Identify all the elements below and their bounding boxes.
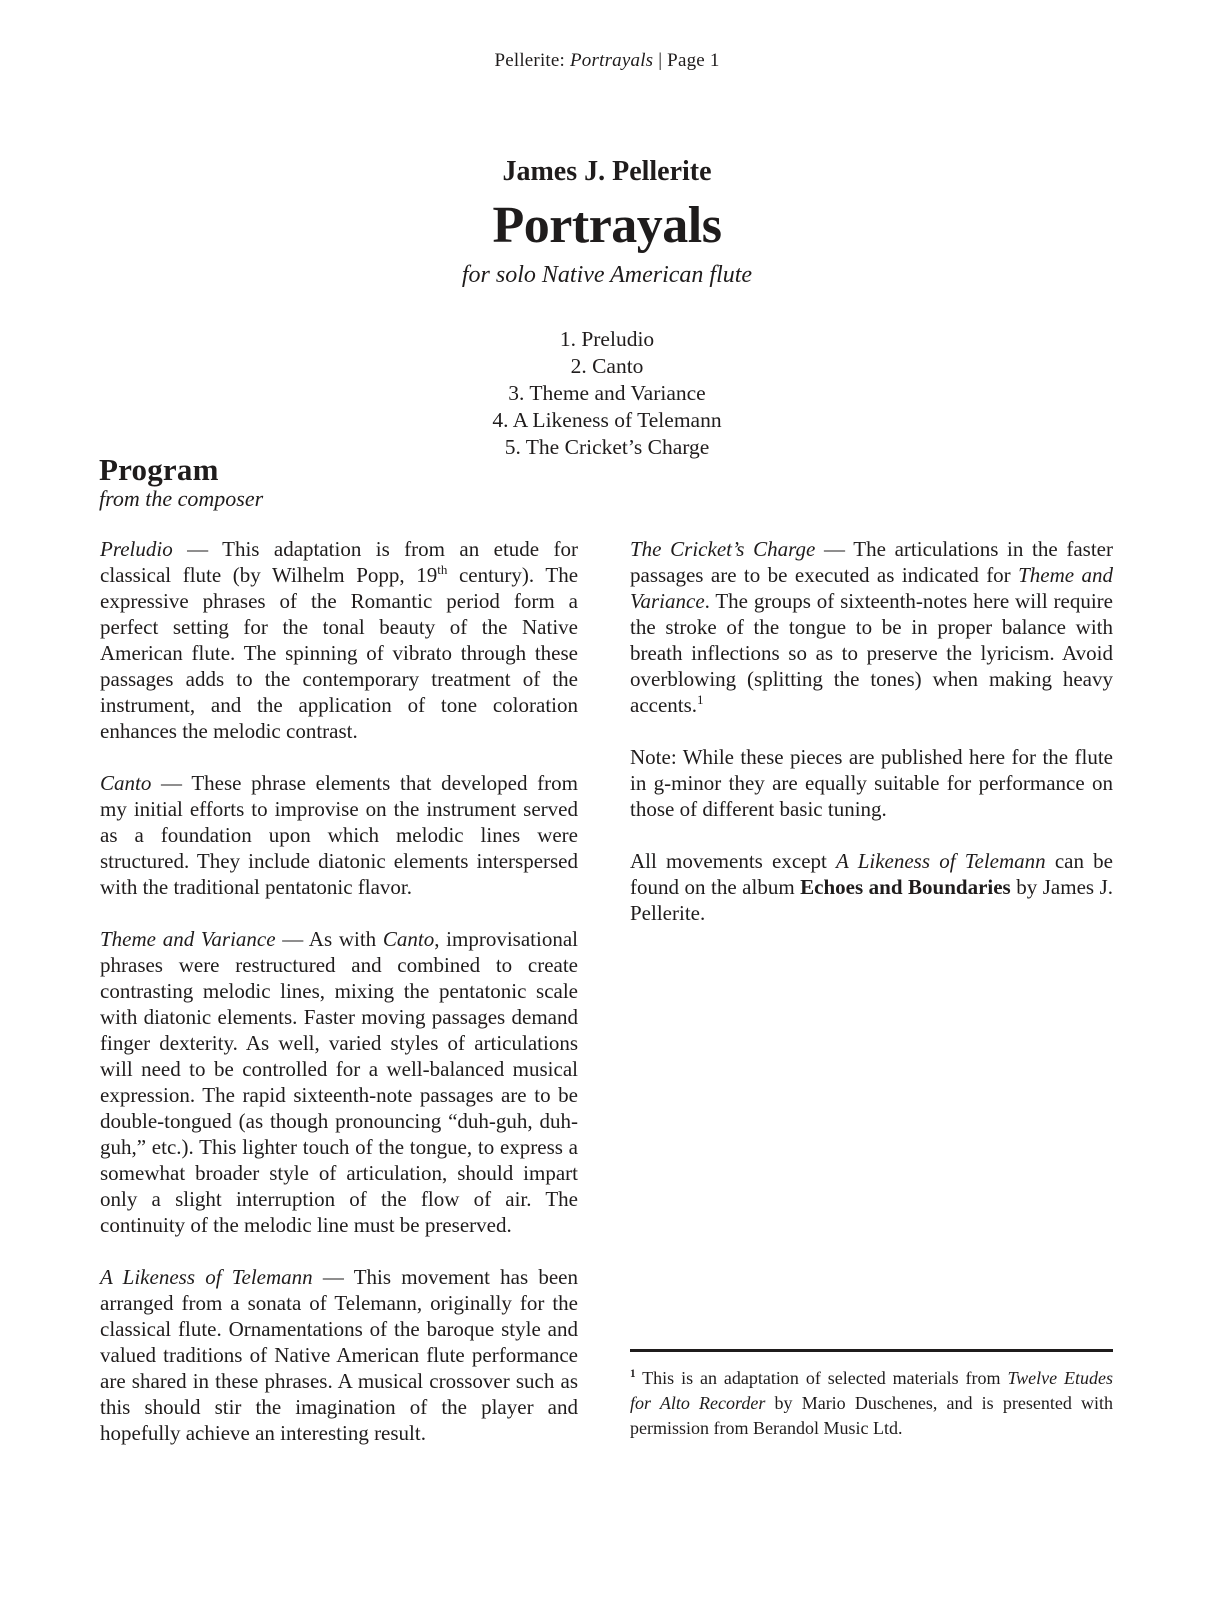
text-segment: Pellerite: [494, 50, 570, 71]
text-segment: The Cricket’s Charge [630, 537, 816, 561]
text-segment: Page 1 [667, 50, 720, 71]
text-segment: This is an adaptation of selected materials from [635, 1368, 1008, 1388]
text-segment: Note: While these pieces are published here for the flute in g-minor they are equally suitable for performance on those of different basic tuning. [630, 745, 1113, 821]
movement-item: 1. Preludio [559, 327, 655, 351]
program-column-left [100, 536, 578, 1472]
text-segment: — The articulations in the faster passages are to be executed as indicated for [630, 537, 1113, 587]
text-segment: by James J. Pellerite. [630, 875, 1113, 925]
program-heading: Program [99, 452, 219, 487]
program-paragraph [100, 770, 578, 900]
title-subtitle: for solo Native American flute [461, 262, 753, 288]
movement-item: 3. Theme and Variance [508, 381, 706, 405]
movement-item: 5. The Cricket’s Charge [504, 435, 710, 459]
text-segment: A Likeness of Telemann [836, 849, 1046, 873]
footnote-text [630, 1366, 1113, 1441]
text-segment: Twelve Etudes for Alto Recorder [630, 1368, 1113, 1413]
movement-list [0, 326, 1214, 461]
text-segment: Portrayals [569, 50, 654, 71]
program-subheading: from the composer [99, 486, 264, 511]
text-segment: — This adaptation is from an etude for classical flute (by Wilhelm Popp, 19 [100, 537, 578, 587]
text-segment: Preludio [100, 537, 173, 561]
running-header [0, 50, 1214, 72]
text-segment: Canto [382, 927, 435, 951]
text-segment: th [437, 562, 448, 577]
text-segment: — This movement has been arranged from a sonata of Telemann, originally for the classical flute. Ornamentations of the baroque style and valued traditions of Native American flute performance are shared in these phrases. A musical crossover such as this should stir the imagination of the player and hopefully achieve an interesting result. [100, 1265, 578, 1445]
text-segment: century). The expressive phrases of the Romantic period form a perfect setting for the tonal beauty of the Native American flute. The spinning of vibrato through these passages adds to the contemporary treatment of the instrument, and the application of tone coloration enhances the melodic contrast. [100, 563, 579, 743]
text-segment: 1 [697, 692, 704, 707]
text-segment: — As with [275, 927, 383, 951]
text-segment: by Mario Duschenes, and is presented with permission from Berandol Music Ltd. [630, 1393, 1114, 1438]
text-segment: A Likeness of Telemann [100, 1265, 313, 1289]
text-segment: All movements except [630, 849, 837, 873]
program-column-right [630, 536, 1113, 952]
program-paragraph [630, 536, 1113, 718]
program-paragraph [100, 926, 578, 1238]
text-segment: Theme and Variance [630, 563, 1113, 613]
text-segment: Echoes and Boundaries [800, 875, 1011, 899]
program-paragraph [630, 848, 1113, 926]
movement-item: 4. A Likeness of Telemann [492, 408, 722, 432]
movement-item: 2. Canto [570, 354, 644, 378]
composer-name: James J. Pellerite [502, 156, 712, 187]
program-paragraph [100, 536, 578, 744]
text-segment: , improvisational phrases were restructured and combined to create contrasting melodic lines, mixing the pentatonic scale with diatonic elements. Faster moving passages demand finger dexterity. As well, varied styles of articulations will need to be controlled for a well-balanced musical expression. The rapid sixteenth-note passages are to be double-tongued (as though pronouncing “duh-guh, duh-guh,” etc.). This lighter touch of the tongue, to express a somewhat broader style of articulation, should impart only a slight interruption of the flow of air. The continuity of the melodic line must be preserved. [100, 927, 578, 1237]
text-segment: . The groups of sixteenth-notes here will require the stroke of the tongue to be in proper balance with breath inflections so as to preserve the lyricism. Avoid overblowing (splitting the tones) when making heavy accents. [630, 589, 1113, 717]
program-paragraph [100, 1264, 578, 1446]
program-paragraph [630, 744, 1113, 822]
text-segment: Canto [100, 771, 152, 795]
text-segment: — These phrase elements that developed from my initial efforts to improvise on the instrument served as a foundation upon which melodic lines were structured. They include diatonic elements interspersed with the traditional pentatonic flavor. [100, 771, 578, 899]
text-segment: Theme and Variance [100, 927, 276, 951]
text-segment: | [653, 50, 668, 71]
text-segment: can be found on the album [630, 849, 1113, 899]
footnote-divider [630, 1349, 1113, 1352]
text-segment: 1 [630, 1368, 636, 1380]
page-title: Portrayals [492, 197, 722, 254]
